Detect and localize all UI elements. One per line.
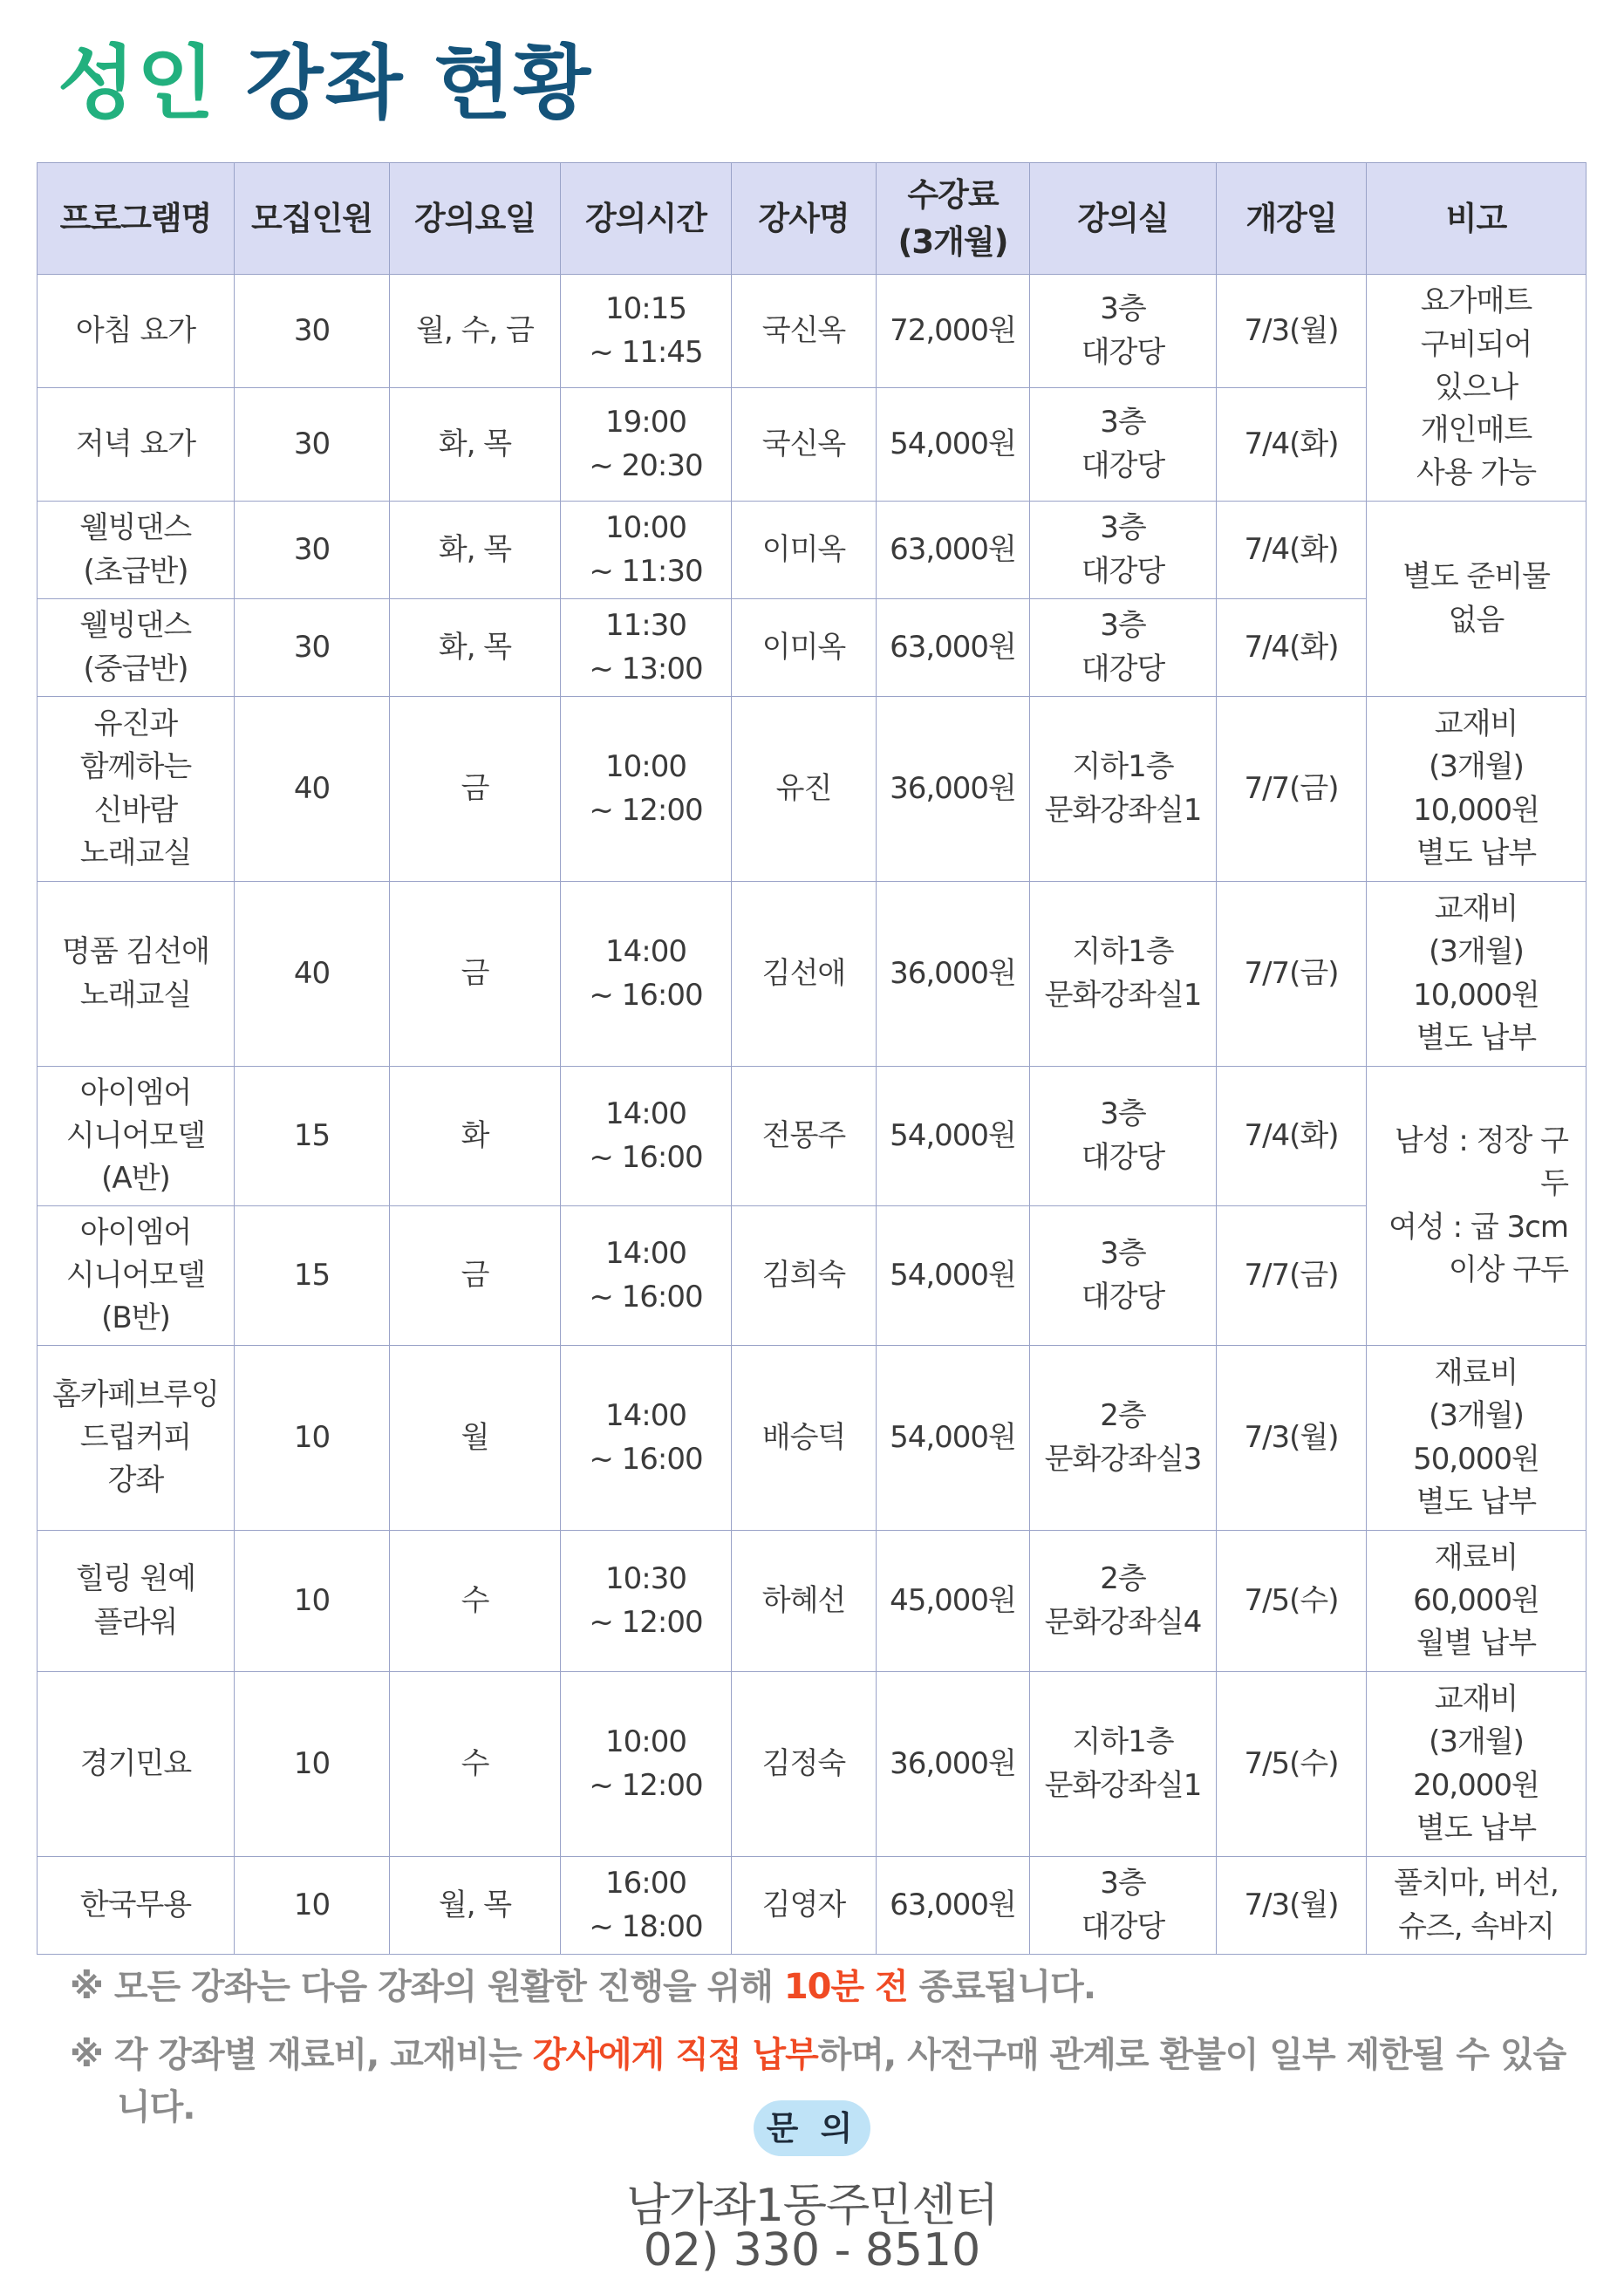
cell-room: 3층 대강당 [1030, 502, 1217, 599]
header-program: 프로그램명 [38, 163, 235, 275]
table-row [38, 1672, 1586, 1857]
table-row [38, 1857, 1586, 1955]
cell-remarks: 교재비 (3개월) 20,000원 별도 납부 [1367, 1672, 1586, 1857]
cell-room: 지하1층 문화강좌실1 [1030, 1672, 1217, 1857]
cell-fee: 63,000원 [877, 502, 1030, 599]
cell-room: 3층 대강당 [1030, 1067, 1217, 1206]
inquiry-badge: 문 의 [754, 2100, 870, 2156]
cell-days: 금 [390, 697, 561, 882]
cell-fee: 54,000원 [877, 1346, 1030, 1531]
cell-instructor: 국신옥 [732, 388, 877, 502]
cell-fee: 54,000원 [877, 1206, 1030, 1346]
cell-fee: 54,000원 [877, 388, 1030, 502]
cell-days: 화 [390, 1067, 561, 1206]
table-row [38, 502, 1586, 599]
cell-fee: 72,000원 [877, 275, 1030, 388]
cell-days: 수 [390, 1672, 561, 1857]
cell-time: 14:00 ~ 16:00 [561, 882, 732, 1067]
table-row [38, 388, 1586, 502]
header-room: 강의실 [1030, 163, 1217, 275]
cell-remarks: 교재비 (3개월) 10,000원 별도 납부 [1367, 882, 1586, 1067]
cell-room: 3층 대강당 [1030, 275, 1217, 388]
cell-fee: 54,000원 [877, 1067, 1030, 1206]
cell-start: 7/7(금) [1217, 1206, 1367, 1346]
course-table [37, 162, 1586, 1955]
cell-start: 7/7(금) [1217, 882, 1367, 1067]
cell-room: 2층 문화강좌실4 [1030, 1531, 1217, 1672]
cell-time: 14:00 ~ 16:00 [561, 1067, 732, 1206]
cell-instructor: 유진 [732, 697, 877, 882]
cell-days: 월, 목 [390, 1857, 561, 1955]
cell-program: 힐링 원예 플라워 [38, 1531, 235, 1672]
cell-instructor: 이미옥 [732, 599, 877, 697]
table-row [38, 697, 1586, 882]
cell-program: 홈카페브루잉 드립커피 강좌 [38, 1346, 235, 1531]
cell-time: 19:00 ~ 20:30 [561, 388, 732, 502]
header-time: 강의시간 [561, 163, 732, 275]
cell-capacity: 15 [235, 1067, 390, 1206]
notice-text: 종료됩니다. [907, 1967, 1096, 2007]
table-row [38, 1346, 1586, 1531]
cell-instructor: 이미옥 [732, 502, 877, 599]
cell-days: 금 [390, 882, 561, 1067]
cell-room: 3층 대강당 [1030, 599, 1217, 697]
title-part2: 강좌 현황 [245, 37, 593, 130]
cell-days: 화, 목 [390, 502, 561, 599]
cell-program: 웰빙댄스 (초급반) [38, 502, 235, 599]
cell-instructor: 김정숙 [732, 1672, 877, 1857]
cell-instructor: 김영자 [732, 1857, 877, 1955]
notice-highlight: 10분 전 [783, 1967, 908, 2007]
cell-fee: 45,000원 [877, 1531, 1030, 1672]
cell-fee: 63,000원 [877, 599, 1030, 697]
cell-capacity: 30 [235, 275, 390, 388]
cell-start: 7/3(월) [1217, 1857, 1367, 1955]
cell-room: 지하1층 문화강좌실1 [1030, 882, 1217, 1067]
cell-instructor: 전몽주 [732, 1067, 877, 1206]
title-part1: 성인 [58, 37, 216, 130]
header-fee: 수강료 (3개월) [877, 163, 1030, 275]
header-start: 개강일 [1217, 163, 1367, 275]
cell-room: 3층 대강당 [1030, 1206, 1217, 1346]
table-row [38, 1067, 1586, 1206]
cell-program: 아이엠어 시니어모델 (A반) [38, 1067, 235, 1206]
cell-program: 경기민요 [38, 1672, 235, 1857]
cell-program: 아침 요가 [38, 275, 235, 388]
center-name: 남가좌1동주민센터 [626, 2180, 998, 2232]
cell-fee: 36,000원 [877, 1672, 1030, 1857]
page-title [58, 37, 593, 130]
cell-room: 3층 대강당 [1030, 1857, 1217, 1955]
cell-remarks: 남성 : 정장 구두 여성 : 굽 3cm 이상 구두 [1367, 1067, 1586, 1346]
cell-time: 10:00 ~ 12:00 [561, 1672, 732, 1857]
cell-room: 2층 문화강좌실3 [1030, 1346, 1217, 1531]
cell-fee: 36,000원 [877, 697, 1030, 882]
cell-program: 명품 김선애 노래교실 [38, 882, 235, 1067]
phone-number: 02) 330 - 8510 [643, 2224, 981, 2277]
cell-time: 14:00 ~ 16:00 [561, 1346, 732, 1531]
notice-early-finish [70, 1961, 1570, 2013]
cell-capacity: 40 [235, 697, 390, 882]
table-row [38, 275, 1586, 388]
cell-time: 16:00 ~ 18:00 [561, 1857, 732, 1955]
cell-time: 10:00 ~ 11:30 [561, 502, 732, 599]
cell-days: 수 [390, 1531, 561, 1672]
cell-time: 10:30 ~ 12:00 [561, 1531, 732, 1672]
notice-highlight: 강사에게 직접 납부 [532, 2035, 818, 2075]
cell-program: 웰빙댄스 (중급반) [38, 599, 235, 697]
notice-text: 하며, 사전구매 관계로 환불이 일부 제한될 수 있습니다. [117, 2035, 1566, 2127]
cell-program: 아이엠어 시니어모델 (B반) [38, 1206, 235, 1346]
cell-capacity: 30 [235, 599, 390, 697]
cell-instructor: 하혜선 [732, 1531, 877, 1672]
cell-fee: 63,000원 [877, 1857, 1030, 1955]
cell-days: 금 [390, 1206, 561, 1346]
cell-instructor: 김선애 [732, 882, 877, 1067]
cell-program: 유진과 함께하는 신바람 노래교실 [38, 697, 235, 882]
cell-start: 7/4(화) [1217, 388, 1367, 502]
cell-capacity: 10 [235, 1346, 390, 1531]
cell-remarks: 별도 준비물 없음 [1367, 502, 1586, 697]
cell-instructor: 국신옥 [732, 275, 877, 388]
cell-days: 화, 목 [390, 388, 561, 502]
table-header-row [38, 163, 1586, 275]
cell-start: 7/4(화) [1217, 1067, 1367, 1206]
cell-remarks: 요가매트 구비되어 있으나 개인매트 사용 가능 [1367, 275, 1586, 502]
cell-start: 7/7(금) [1217, 697, 1367, 882]
table-row [38, 1206, 1586, 1346]
cell-start: 7/3(월) [1217, 275, 1367, 388]
cell-start: 7/3(월) [1217, 1346, 1367, 1531]
cell-start: 7/4(화) [1217, 599, 1367, 697]
header-remarks: 비고 [1367, 163, 1586, 275]
notice-text: ※ 각 강좌별 재료비, 교재비는 [70, 2035, 533, 2075]
cell-capacity: 30 [235, 502, 390, 599]
cell-time: 11:30 ~ 13:00 [561, 599, 732, 697]
cell-instructor: 배승덕 [732, 1346, 877, 1531]
cell-room: 3층 대강당 [1030, 388, 1217, 502]
cell-remarks: 풀치마, 버선, 슈즈, 속바지 [1367, 1857, 1586, 1955]
header-capacity: 모집인원 [235, 163, 390, 275]
table-row [38, 599, 1586, 697]
header-instructor: 강사명 [732, 163, 877, 275]
cell-days: 월, 수, 금 [390, 275, 561, 388]
cell-capacity: 10 [235, 1672, 390, 1857]
cell-days: 월 [390, 1346, 561, 1531]
cell-time: 10:00 ~ 12:00 [561, 697, 732, 882]
cell-fee: 36,000원 [877, 882, 1030, 1067]
cell-capacity: 10 [235, 1857, 390, 1955]
cell-capacity: 40 [235, 882, 390, 1067]
cell-program: 한국무용 [38, 1857, 235, 1955]
cell-capacity: 30 [235, 388, 390, 502]
notice-text: ※ 모든 강좌는 다음 강좌의 원활한 진행을 위해 [70, 1967, 784, 2007]
cell-capacity: 10 [235, 1531, 390, 1672]
cell-remarks: 재료비 (3개월) 50,000원 별도 납부 [1367, 1346, 1586, 1531]
cell-start: 7/4(화) [1217, 502, 1367, 599]
cell-days: 화, 목 [390, 599, 561, 697]
cell-time: 14:00 ~ 16:00 [561, 1206, 732, 1346]
table-row [38, 1531, 1586, 1672]
cell-room: 지하1층 문화강좌실1 [1030, 697, 1217, 882]
cell-capacity: 15 [235, 1206, 390, 1346]
cell-remarks: 재료비 60,000원 월별 납부 [1367, 1531, 1586, 1672]
cell-instructor: 김희숙 [732, 1206, 877, 1346]
cell-program: 저녁 요가 [38, 388, 235, 502]
cell-time: 10:15 ~ 11:45 [561, 275, 732, 388]
header-days: 강의요일 [390, 163, 561, 275]
cell-start: 7/5(수) [1217, 1672, 1367, 1857]
cell-remarks: 교재비 (3개월) 10,000원 별도 납부 [1367, 697, 1586, 882]
cell-start: 7/5(수) [1217, 1531, 1367, 1672]
table-row [38, 882, 1586, 1067]
